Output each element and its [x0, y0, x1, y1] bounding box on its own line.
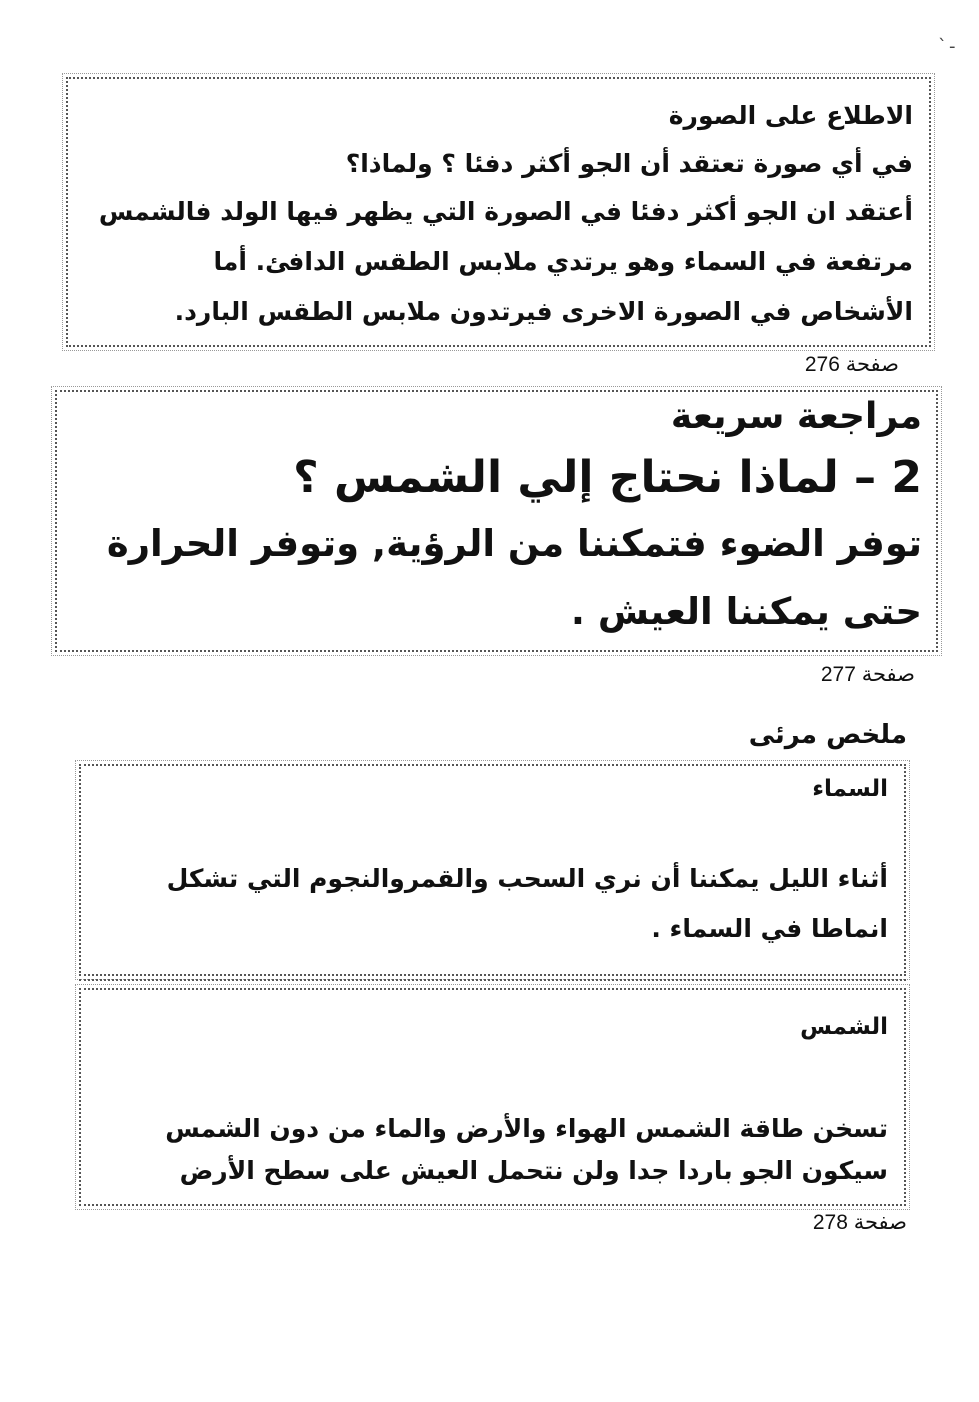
page-ref-278: صفحة 278 [812, 1211, 907, 1234]
sky-summary-box [79, 764, 906, 976]
picture-question: في أي صورة تعتقد أن الجو أكثر دفئا ؟ ولماذا؟ [345, 149, 913, 178]
quick-review-answer-line-1: توفر الضوء فتمكننا من الرؤية, وتوفر الحرارة [106, 522, 922, 565]
picture-question-box [66, 77, 931, 347]
quick-review-title: مراجعة سريعة [670, 396, 922, 437]
answer-line-3: الأشخاص في الصورة الاخرى فيرتدون ملابس الطقس البارد. [174, 297, 913, 326]
answer-line-1: أعتقد ان الجو أكثر دفئا في الصورة التي يظهر فيها الولد فالشمس [98, 197, 913, 226]
page-ref-277: صفحة 277 [820, 663, 915, 686]
quick-review-answer-line-2: حتى يمكننا العيش . [570, 590, 922, 633]
sun-line-1: تسخن طاقة الشمس الهواء والأرض والماء من دون الشمس [165, 1114, 888, 1143]
sun-summary-box [79, 988, 906, 1206]
sun-line-2: سيكون الجو باردا جدا ولن نتحمل العيش على سطح الأرض [179, 1156, 888, 1185]
visual-summary-title: ملخص مرئى [748, 720, 907, 750]
sun-title: الشمس [800, 1014, 888, 1040]
picture-heading: الاطلاع على الصورة [668, 101, 913, 130]
sky-title: السماء [812, 776, 888, 802]
sky-line-1: أثناء الليل يمكننا أن نري السحب والقمروالنجوم التي تشكل [166, 864, 888, 893]
page-ref-276: صفحة 276 [804, 353, 899, 376]
summary-divider [79, 979, 906, 981]
quick-review-question: 2 – لماذا نحتاج إلي الشمس ؟ [293, 452, 922, 503]
sky-line-2: انماطا في السماء . [651, 914, 888, 943]
corner-mark: -` [938, 36, 958, 57]
answer-line-2: مرتفعة في السماء وهو يرتدي ملابس الطقس الدافئ. أما [213, 247, 913, 276]
quick-review-box [55, 390, 938, 652]
